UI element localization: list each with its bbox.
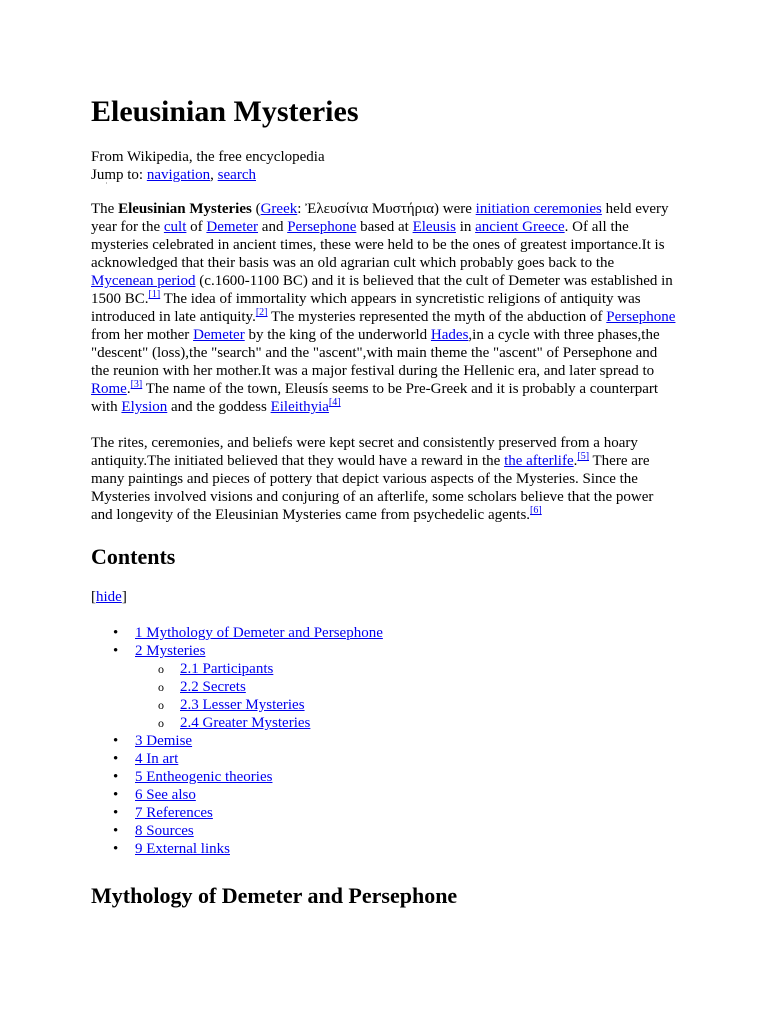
bullet: • [113, 751, 119, 767]
sub-bullet: o [158, 698, 164, 712]
toc-link-lesser-mysteries[interactable]: 2.3 Lesser Mysteries [180, 697, 305, 713]
toc-subitem [91, 678, 678, 696]
toc-link-mythology[interactable]: 1 Mythology of Demeter and Persephone [135, 625, 383, 641]
rites-paragraph [91, 434, 678, 524]
toc-link-see-also[interactable]: 6 See also [135, 787, 196, 803]
toc-link-entheogenic-theories[interactable]: 5 Entheogenic theories [135, 769, 273, 785]
toc-item [91, 642, 678, 732]
citation-2[interactable]: [2] [255, 307, 268, 318]
text: held every year for the [91, 201, 669, 235]
toc-link-greater-mysteries[interactable]: 2.4 Greater Mysteries [180, 715, 311, 731]
link-persephone[interactable]: Persephone [606, 309, 676, 325]
text: The rites, ceremonies, and beliefs were kept secret and consistently preserved from a hoary antiquity.The initiated believed that they would have a reward in the [91, 435, 638, 469]
link-ancient-greece[interactable]: ancient Greece [475, 219, 565, 235]
link-demeter[interactable]: Demeter [206, 219, 259, 235]
toc-link-external-links[interactable]: 9 External links [135, 841, 230, 857]
text: The [91, 201, 119, 217]
text: . Of all the mysteries celebrated in ancient times, these were held to be the ones of greatest importance.It is acknowledged that their basis was an old agrarian cult which probably goes back to the [91, 219, 665, 271]
text: by the king of the underworld [244, 327, 431, 343]
text: The name of the town, Eleusís seems to be Pre-Greek and it is probably a counterpart with [91, 381, 659, 415]
link-the-afterlife[interactable]: the afterlife [504, 453, 574, 469]
toc-sublist [91, 660, 678, 732]
section-heading-mythology: Mythology of Demeter and Persephone [91, 883, 458, 908]
citation-3[interactable]: [3] [130, 379, 143, 390]
citation-4[interactable]: [4] [328, 397, 341, 408]
bullet: • [113, 643, 119, 659]
bullet: • [113, 841, 119, 857]
text: in [455, 219, 476, 235]
citation-1[interactable]: [1] [148, 289, 161, 300]
bullet: • [113, 823, 119, 839]
toc-subitem [91, 714, 678, 732]
link-persephone[interactable]: Persephone [287, 219, 357, 235]
toc-link-sources[interactable]: 8 Sources [135, 823, 194, 839]
toc-item [91, 750, 678, 768]
link-elysion[interactable]: Elysion [121, 399, 168, 415]
jump-separator: , [210, 167, 218, 183]
text: : Ἐλευσίνια Μυστήρια) were [297, 201, 476, 217]
toc-link-demise[interactable]: 3 Demise [135, 733, 193, 749]
contents-heading: Contents [91, 544, 176, 569]
toc-item [91, 822, 678, 840]
citation-5[interactable]: [5] [577, 451, 590, 462]
text: (c.1600-1100 BC) and it is believed that the cult of Demeter was established in 1500 BC. [91, 273, 673, 307]
text: from her mother [91, 327, 194, 343]
page-title: Eleusinian Mysteries [91, 95, 359, 128]
bullet: • [113, 769, 119, 785]
toc-toggle [91, 588, 678, 606]
stray-mark-row [91, 181, 678, 200]
bold-term: Eleusinian Mysteries [118, 201, 252, 217]
jump-prefix: Jump to: [91, 167, 147, 183]
toc-item [91, 768, 678, 786]
text: and [258, 219, 288, 235]
link-greek[interactable]: Greek [260, 201, 298, 217]
toc-link-participants[interactable]: 2.1 Participants [180, 661, 274, 677]
toc-subitem [91, 660, 678, 678]
text: There are many paintings and pieces of pottery that depict various aspects of the Mysteries. Since the Mysteries involved visions and conjuring of an afterlife, some scholars believe that the power and longevity of the Eleusinian Mysteries came from psychedelic agents. [91, 453, 654, 523]
toc-subitem [91, 696, 678, 714]
text: The idea of immortality which appears in syncretistic religions of antiquity was introduced in late antiquity. [91, 291, 641, 325]
toc-link-secrets[interactable]: 2.2 Secrets [180, 679, 246, 695]
bullet: • [113, 787, 119, 803]
bullet: • [113, 625, 119, 641]
toc-item [91, 840, 678, 858]
sub-bullet: o [158, 680, 164, 694]
bracket: [ [91, 589, 96, 605]
text: . [126, 381, 131, 397]
jump-to-line [91, 166, 678, 184]
link-eileithyia[interactable]: Eileithyia [270, 399, 329, 415]
toc-link-in-art[interactable]: 4 In art [135, 751, 179, 767]
toc-link-references[interactable]: 7 References [135, 805, 213, 821]
sub-bullet: o [158, 716, 164, 730]
toc-item [91, 804, 678, 822]
sub-bullet: o [158, 662, 164, 676]
table-of-contents [91, 624, 678, 858]
citation-6[interactable]: [6] [530, 505, 542, 516]
text: of [186, 219, 207, 235]
text: ,in a cycle with three phases,the "descent" (loss),the "search" and the "ascent",with main theme the "ascent" of Persephone and the reunion with her mother.It was a major festival during the Hellenic era, and later spread to [91, 327, 660, 379]
toc-link-mysteries[interactable]: 2 Mysteries [135, 643, 206, 659]
text: The mysteries represented the myth of the abduction of [267, 309, 607, 325]
bullet: • [113, 733, 119, 749]
from-line: From Wikipedia, the free encyclopedia [91, 149, 325, 165]
intro-paragraph [91, 200, 678, 416]
text: and the goddess [167, 399, 271, 415]
bracket: ] [121, 589, 127, 605]
toc-item [91, 732, 678, 750]
link-hades[interactable]: Hades [430, 327, 469, 343]
link-cult[interactable]: cult [163, 219, 187, 235]
link-initiation-ceremonies[interactable]: initiation ceremonies [475, 201, 602, 217]
hide-toc-link[interactable]: hide [96, 589, 122, 605]
link-rome[interactable]: Rome [91, 381, 127, 397]
search-link[interactable]: search [217, 167, 256, 183]
link-mycenean-period[interactable]: Mycenean period [91, 273, 196, 289]
link-demeter[interactable]: Demeter [193, 327, 245, 343]
stray-mark: ˙ [105, 181, 108, 191]
text: based at [356, 219, 413, 235]
text: ( [251, 201, 261, 217]
toc-item [91, 624, 678, 642]
link-eleusis[interactable]: Eleusis [412, 219, 456, 235]
text: . [573, 453, 578, 469]
navigation-link[interactable]: navigation [146, 167, 211, 183]
bullet: • [113, 805, 119, 821]
toc-item [91, 786, 678, 804]
